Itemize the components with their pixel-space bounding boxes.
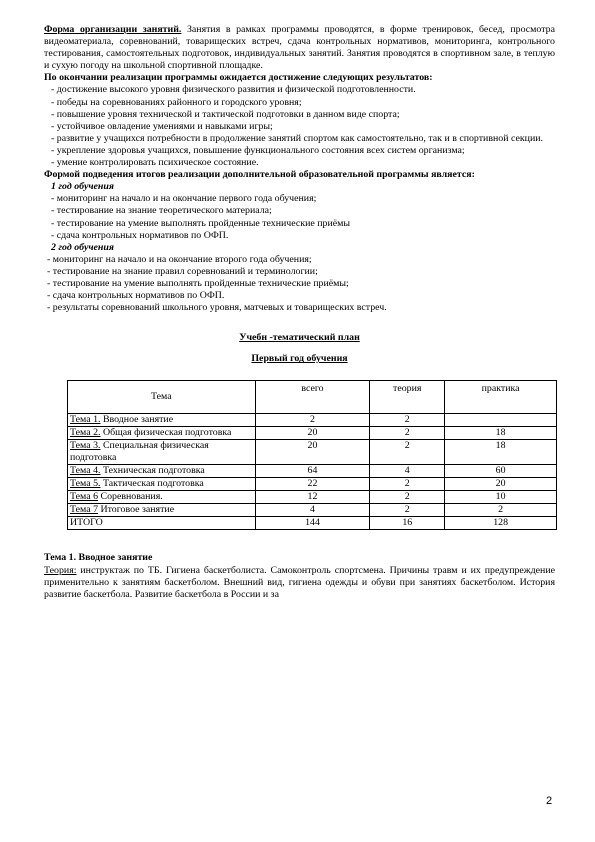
- practice-cell: 2: [445, 504, 557, 517]
- theory-cell: 2: [370, 440, 445, 465]
- year1-item: - мониторинг на начало и на окончание первого года обучения;: [51, 193, 317, 205]
- results-item: - достижение высокого уровня физического развития и физической подготовленности.: [51, 84, 416, 96]
- topic-label: Тема 6: [70, 491, 99, 503]
- total-cell: 144: [255, 517, 370, 530]
- topic-cell: [68, 427, 256, 440]
- total-cell: 20: [255, 427, 370, 440]
- year1-label: 1 год обучения: [51, 181, 114, 193]
- topic-name: Соревнования.: [98, 491, 163, 503]
- results-heading: По окончании реализации программы ожидается достижение следующих результатов:: [44, 72, 433, 84]
- control-heading: Формой подведения итогов реализации дополнительной образовательной программы является:: [44, 169, 475, 181]
- topic1-heading: Тема 1. Вводное занятие: [44, 552, 153, 564]
- forms-heading: Форма организации занятий.: [44, 24, 182, 35]
- plan-subtitle: Первый год обучения: [251, 353, 348, 365]
- topic-name: Вводное занятие: [100, 414, 174, 426]
- year2-label: 2 год обучения: [51, 241, 114, 253]
- results-item: - победы на соревнованиях районного и городского уровня;: [51, 96, 302, 108]
- practice-cell: 18: [445, 440, 557, 465]
- table-row: [68, 414, 557, 427]
- total-cell: 22: [255, 478, 370, 491]
- topic-label: Тема 3.: [70, 440, 101, 452]
- results-item: - умение контролировать психическое состояние.: [51, 157, 259, 169]
- year2-item: - мониторинг на начало и на окончание второго года обучения;: [47, 253, 312, 265]
- topic-cell: [68, 440, 256, 465]
- theory-cell: 2: [370, 478, 445, 491]
- topic-cell: [68, 465, 256, 478]
- topic-label: Тема 7: [70, 504, 99, 516]
- plan-title: Учебн -тематический план: [239, 332, 360, 344]
- topic-label: Тема 5.: [70, 478, 101, 490]
- header-theory: теория: [370, 381, 445, 414]
- topic-name: Специальная физическая подготовка: [70, 440, 209, 464]
- practice-cell: 60: [445, 465, 557, 478]
- theory-cell: 2: [370, 504, 445, 517]
- total-cell: 12: [255, 491, 370, 504]
- header-total: всего: [255, 381, 370, 414]
- topic-name: Общая физическая подготовка: [100, 427, 232, 439]
- theory-cell: 2: [370, 491, 445, 504]
- results-item: - устойчивое овладение умениями и навыками игры;: [51, 120, 273, 132]
- topic-cell: [68, 478, 256, 491]
- year2-item: - сдача контрольных нормативов по ОФП.: [47, 290, 225, 302]
- theory-text: инструктаж по ТБ. Гигиена баскетболиста. Самоконтроль спортсмена. Причины травм и их предупреждение применительно к занятиям баскетболом. Внешний вид, гигиена одежды и обуви при занятиях баскетболом. История развитие баскетбола. Развитие баскетбола в России и за: [44, 564, 555, 600]
- topic-name: Тактическая подготовка: [100, 478, 204, 490]
- year2-item: - тестирование на знание правил соревнований и терминологии;: [47, 265, 318, 277]
- plan-table: [67, 380, 557, 530]
- topic1-theory-paragraph: [44, 565, 555, 601]
- topic-name: Итоговое занятие: [98, 504, 175, 516]
- topic-cell: [68, 504, 256, 517]
- total-cell: 64: [255, 465, 370, 478]
- topic-label: Тема 4.: [70, 465, 101, 477]
- topic1-section: [44, 552, 555, 600]
- topic-cell: [68, 491, 256, 504]
- table-row: [68, 427, 557, 440]
- table-row: [68, 491, 557, 504]
- theory-cell: 2: [370, 427, 445, 440]
- header-topic: Тема: [68, 381, 256, 414]
- document-page: [44, 24, 555, 601]
- table-row: [68, 440, 557, 465]
- theory-cell: 4: [370, 465, 445, 478]
- table-row: [68, 465, 557, 478]
- table-row: [68, 478, 557, 491]
- results-item: - повышение уровня технической и тактической подготовки в данном виде спорта;: [51, 108, 400, 120]
- total-label: ИТОГО: [68, 517, 256, 530]
- results-item: - укрепление здоровья учащихся, повышение функционального состояния всех систем организма;: [51, 144, 465, 156]
- practice-cell: 20: [445, 478, 557, 491]
- topic-label: Тема 2.: [70, 427, 101, 439]
- year2-item: - результаты соревнований школьного уровня, матчевых и товарищеских встреч.: [47, 302, 387, 314]
- year1-item: - тестирование на знание теоретического материала;: [51, 205, 272, 217]
- forms-text: Занятия в рамках программы проводятся, в форме тренировок, бесед, просмотра видеоматериала, соревнований, товарищеских встреч, сдача контрольных нормативов, мониторинга, контрольного тестирования, самостоятельных подготовок, индивидуальных занятий. Занятия проводятся в спортивном зале, в теплую и сухую погоду на школьной спортивной площадке.: [44, 24, 555, 72]
- theory-label: Теория:: [44, 564, 77, 576]
- total-cell: 2: [255, 414, 370, 427]
- topic-name: Техническая подготовка: [100, 465, 205, 477]
- total-cell: 4: [255, 504, 370, 517]
- results-item: - развитие у учащихся потребности в продолжение занятий спортом как самостоятельно, так и в спортивной секции.: [51, 132, 543, 144]
- practice-cell: 10: [445, 491, 557, 504]
- header-practice: практика: [445, 381, 557, 414]
- theory-cell: 2: [370, 414, 445, 427]
- year1-item: - тестирование на умение выполнять пройденные технические приёмы: [51, 217, 350, 229]
- table-total-row: [68, 517, 557, 530]
- topic-label: Тема 1.: [70, 414, 101, 426]
- forms-paragraph: [44, 24, 555, 72]
- table-header-row: [68, 381, 557, 414]
- year1-item: - сдача контрольных нормативов по ОФП.: [51, 229, 229, 241]
- total-cell: 20: [255, 440, 370, 465]
- practice-cell: [445, 414, 557, 427]
- page-number: 2: [546, 795, 553, 807]
- topic-cell: [68, 414, 256, 427]
- theory-cell: 16: [370, 517, 445, 530]
- practice-cell: 18: [445, 427, 557, 440]
- year2-item: - тестирование на умение выполнять пройденные технические приёмы;: [47, 277, 349, 289]
- practice-cell: 128: [445, 517, 557, 530]
- table-row: [68, 504, 557, 517]
